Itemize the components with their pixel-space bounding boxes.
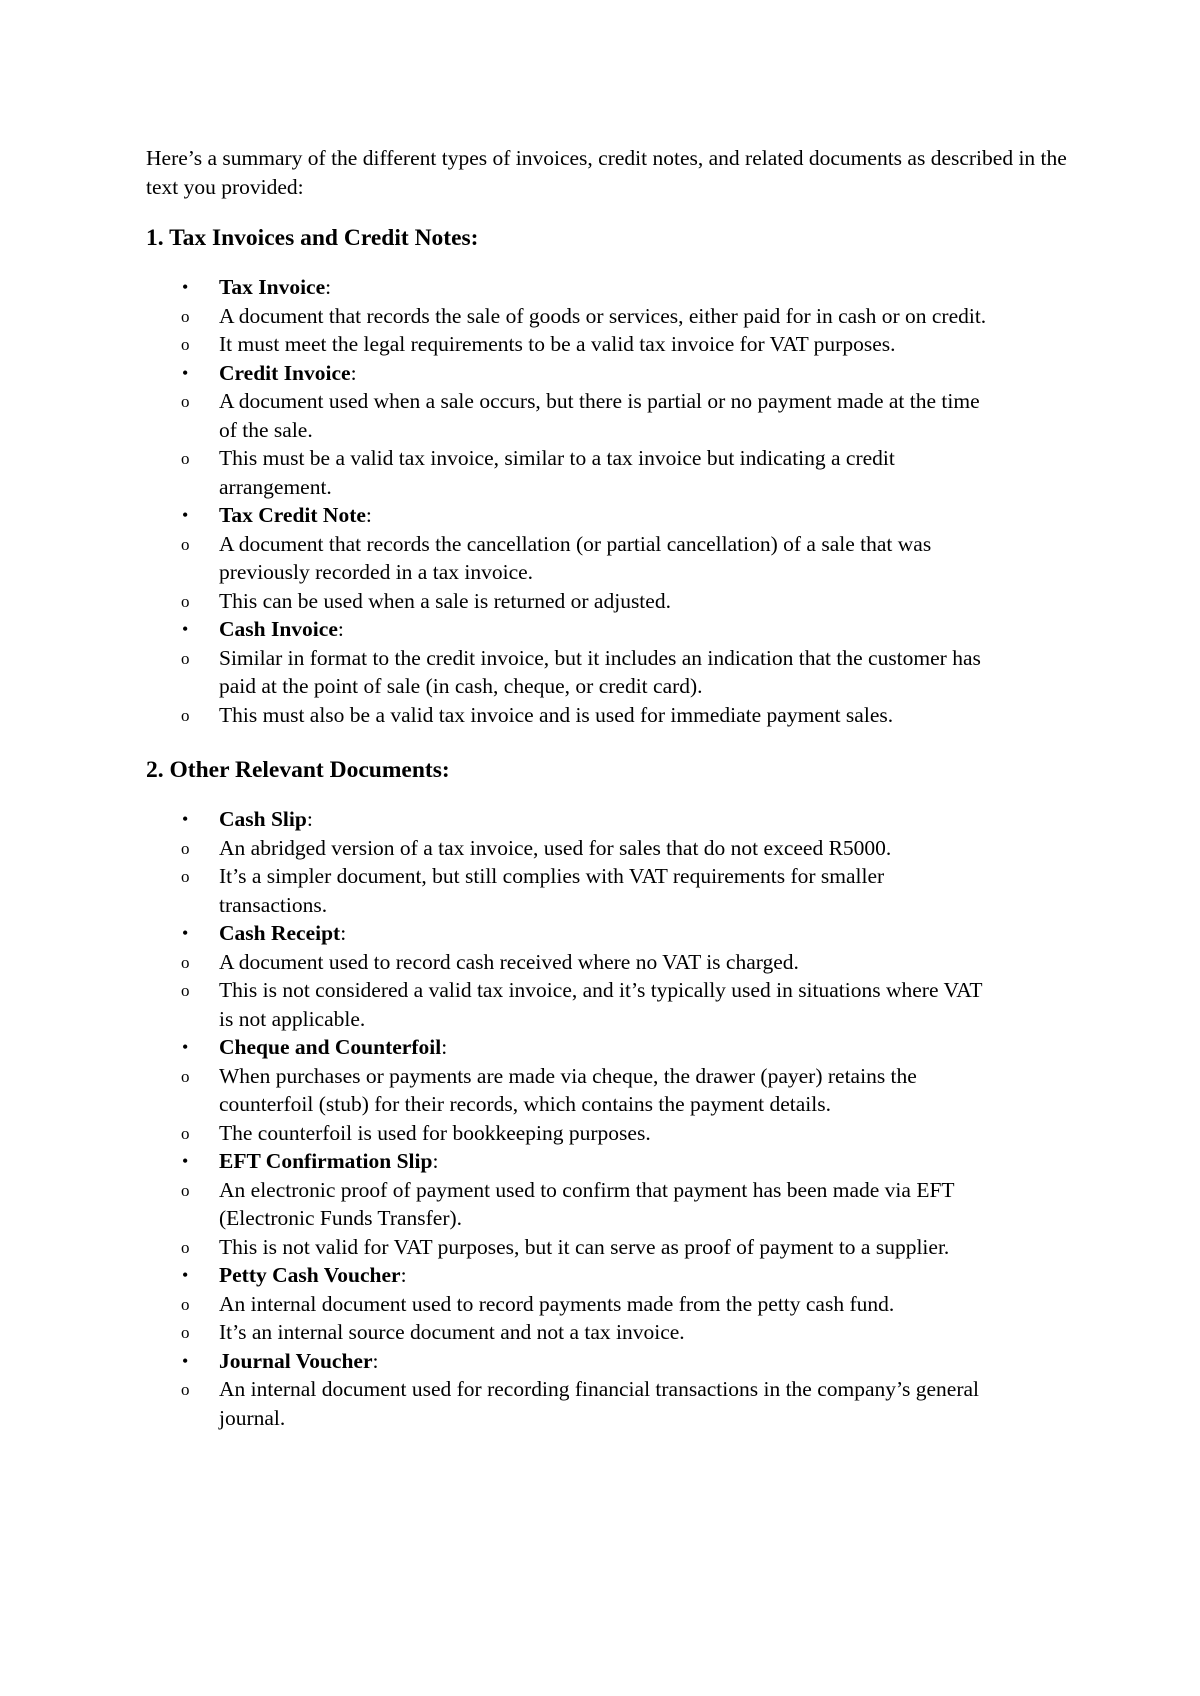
bullet-icon: • (182, 809, 189, 829)
sub-item (181, 1062, 1076, 1119)
bullet-icon: • (182, 1265, 189, 1285)
circle-bullet-icon: o (181, 1123, 190, 1143)
item-colon: : (400, 1263, 407, 1287)
sub-item (181, 834, 1076, 863)
sub-item (181, 644, 1076, 701)
sub-item-text: This is not valid for VAT purposes, but it can serve as proof of payment to a supplier. (219, 1234, 950, 1259)
sub-item (181, 1119, 1076, 1148)
item-colon: : (365, 503, 372, 527)
sub-list (181, 302, 1076, 359)
item-colon: : (372, 1348, 379, 1373)
sub-item (181, 1375, 1076, 1432)
item-title: Cash Slip (219, 807, 307, 831)
sub-list (181, 834, 1076, 920)
intro-paragraph: Here’s a summary of the different types of invoices, credit notes, and related documents as described in the text you provided: (146, 146, 1067, 199)
sub-item-text: A document used when a sale occurs, but there is partial or no payment made at the time of the sale. (219, 389, 980, 442)
sub-item (181, 587, 1076, 616)
sub-item (181, 387, 1076, 444)
item-title: Cash Invoice (219, 617, 338, 641)
list-item (146, 615, 1076, 729)
item-colon: : (325, 275, 332, 299)
section-heading: 1. Tax Invoices and Credit Notes: (146, 225, 479, 251)
sub-item-text: A document used to record cash received where no VAT is charged. (219, 949, 799, 974)
item-colon: : (340, 921, 347, 945)
sub-item-text: The counterfoil is used for bookkeeping purposes. (219, 1120, 651, 1145)
sub-item (181, 1318, 1076, 1347)
sub-list (181, 1290, 1076, 1347)
sub-item-text: This must be a valid tax invoice, similar to a tax invoice but indicating a credit arrangement. (219, 446, 895, 499)
sub-list (181, 530, 1076, 616)
circle-bullet-icon: o (181, 1380, 190, 1399)
sub-list (181, 387, 1076, 501)
section-heading: 2. Other Relevant Documents: (146, 757, 450, 783)
sub-item-text: When purchases or payments are made via cheque, the drawer (payer) retains the counterfoil (stub) for their records, which contains the payment details. (219, 1063, 917, 1116)
sub-item-text: A document that records the cancellation (or partial cancellation) of a sale that was previously recorded in a tax invoice. (219, 531, 932, 584)
circle-bullet-icon: o (181, 1294, 190, 1314)
circle-bullet-icon: o (181, 1180, 190, 1200)
item-title: Petty Cash Voucher (219, 1263, 401, 1287)
circle-bullet-icon: o (181, 867, 190, 886)
circle-bullet-icon: o (181, 591, 190, 611)
section-items (146, 273, 1076, 729)
item-colon: : (441, 1035, 448, 1059)
item-title: Cash Receipt (219, 921, 341, 945)
sub-item (181, 1290, 1076, 1319)
sub-item-text: An abridged version of a tax invoice, used for sales that do not exceed R5000. (219, 835, 892, 860)
circle-bullet-icon: o (181, 534, 190, 554)
bullet-icon: • (182, 505, 189, 525)
sub-item-text: This must also be a valid tax invoice and is used for immediate payment sales. (219, 702, 894, 727)
list-item (146, 1147, 1076, 1261)
sub-list (181, 948, 1076, 1034)
item-colon: : (432, 1149, 439, 1173)
list-item (146, 1347, 1076, 1433)
list-item (146, 501, 1076, 615)
sub-item-text: An internal document used to record payments made from the petty cash fund. (219, 1291, 895, 1316)
circle-bullet-icon: o (181, 449, 190, 468)
bullet-icon: • (182, 1350, 189, 1371)
item-title: Journal Voucher (219, 1348, 373, 1373)
sub-item-text: This can be used when a sale is returned or adjusted. (219, 588, 671, 613)
bullet-icon: • (182, 277, 189, 297)
list-item (146, 359, 1076, 502)
list-item (146, 1033, 1076, 1147)
circle-bullet-icon: o (181, 1237, 190, 1257)
item-title: Tax Invoice (219, 275, 326, 299)
sub-item-text: An internal document used for recording financial transactions in the company’s general journal. (219, 1377, 980, 1430)
circle-bullet-icon: o (181, 1066, 190, 1086)
section-items (146, 805, 1076, 1432)
sub-list (181, 644, 1076, 730)
item-title: Credit Invoice (219, 360, 351, 385)
sub-item (181, 862, 1076, 919)
sub-item-text: An electronic proof of payment used to confirm that payment has been made via EFT (Electronic Funds Transfer). (219, 1177, 955, 1230)
item-colon: : (350, 360, 357, 385)
list-item (146, 273, 1076, 359)
circle-bullet-icon: o (181, 838, 190, 858)
item-title: Tax Credit Note (219, 503, 366, 527)
sub-item (181, 444, 1076, 501)
sub-item (181, 530, 1076, 587)
bullet-icon: • (182, 1037, 189, 1057)
bullet-icon: • (182, 1151, 189, 1171)
sub-item (181, 976, 1076, 1033)
sub-item-text: It’s a simpler document, but still complies with VAT requirements for smaller transactions. (219, 864, 885, 917)
list-item (146, 919, 1076, 1033)
sub-item-text: It’s an internal source document and not a tax invoice. (219, 1320, 685, 1344)
circle-bullet-icon: o (181, 1323, 190, 1342)
item-title: EFT Confirmation Slip (219, 1149, 433, 1173)
circle-bullet-icon: o (181, 981, 190, 1000)
circle-bullet-icon: o (181, 335, 190, 354)
sub-item (181, 302, 1076, 331)
sub-item-text: This is not considered a valid tax invoice, and it’s typically used in situations where VAT is not applicable. (219, 978, 983, 1031)
sub-item (181, 1176, 1076, 1233)
sub-list (181, 1176, 1076, 1262)
bullet-icon: • (182, 923, 189, 943)
sub-item (181, 701, 1076, 730)
circle-bullet-icon: o (181, 306, 190, 326)
circle-bullet-icon: o (181, 392, 190, 411)
sub-item-text: Similar in format to the credit invoice, but it includes an indication that the customer has paid at the point of sale (in cash, cheque, or credit card). (219, 645, 981, 698)
sub-item-text: A document that records the sale of goods or services, either paid for in cash or on credit. (219, 303, 987, 328)
circle-bullet-icon: o (181, 952, 190, 972)
item-title: Cheque and Counterfoil (219, 1035, 442, 1059)
bullet-icon: • (182, 362, 189, 383)
sub-list (181, 1375, 1076, 1432)
circle-bullet-icon: o (181, 648, 190, 668)
circle-bullet-icon: o (181, 705, 190, 725)
sub-item (181, 330, 1076, 359)
list-item (146, 805, 1076, 919)
item-colon: : (306, 807, 313, 831)
list-item (146, 1261, 1076, 1347)
sub-item (181, 1233, 1076, 1262)
sub-list (181, 1062, 1076, 1148)
sub-item (181, 948, 1076, 977)
sub-item-text: It must meet the legal requirements to be a valid tax invoice for VAT purposes. (219, 332, 896, 356)
bullet-icon: • (182, 619, 189, 639)
item-colon: : (337, 617, 344, 641)
document-page (146, 144, 1076, 1432)
